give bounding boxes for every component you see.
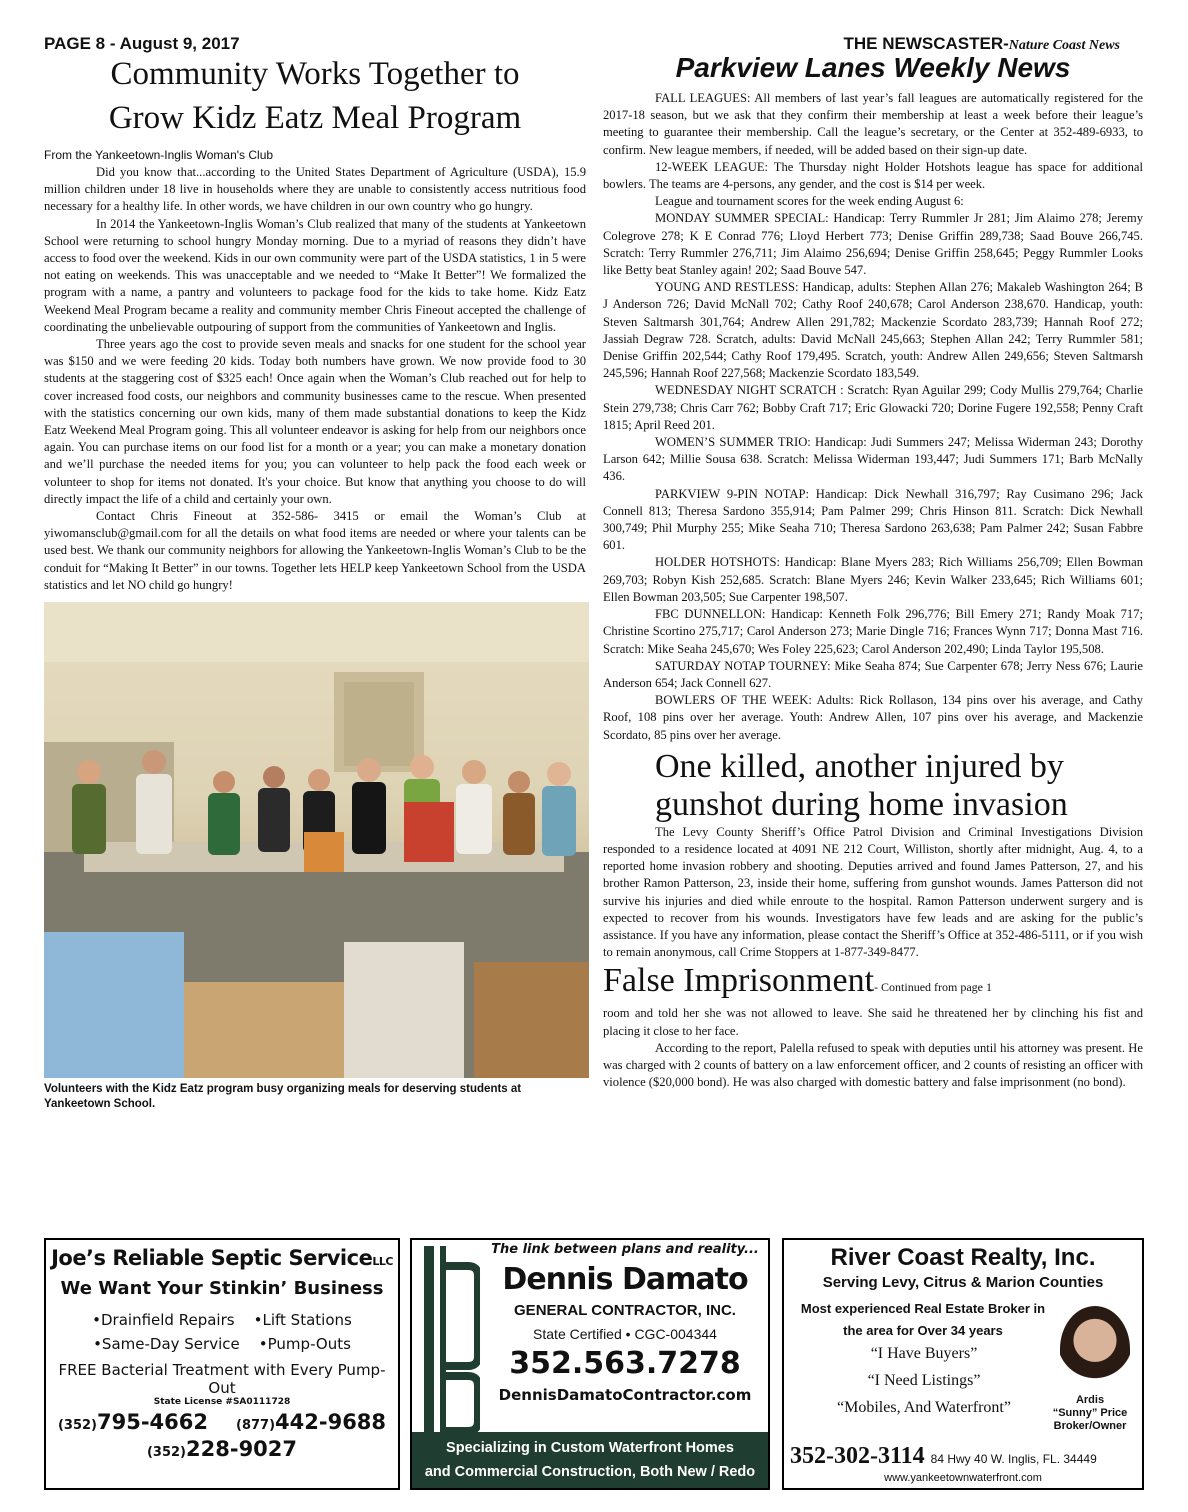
realty-address: 84 Hwy 40 W. Inglis, FL. 34449 bbox=[930, 1452, 1097, 1466]
headline-text: False Imprisonment bbox=[603, 962, 875, 1000]
service: •Pump-Outs bbox=[258, 1335, 351, 1353]
realty-contact bbox=[790, 1443, 1097, 1470]
band-line: Specializing in Custom Waterfront Homes bbox=[446, 1440, 734, 1456]
paragraph: According to the report, Palella refused to speak with deputies until his attorney was present. He was charged with 2 counts of battery on a law enforcement officer, and 2 counts of resisting an officer with violence ($20,000 bond). He was also charged with domestic battery and false imprisonment (no bond). bbox=[603, 1040, 1143, 1090]
broker-nickname: “Sunny” Price bbox=[1052, 1407, 1128, 1419]
paragraph: FALL LEAGUES: All members of last year’s fall leagues are automatically registered for the 2017-18 season, but we ask that they confirm their membership at least a week before their league’s meeting to guarantee their membership. Call the league’s secretary, or the Center at 352-489-6933, to confirm. New league members, if needed, will be added based on their sign-up date. bbox=[603, 91, 1143, 157]
paragraph: FBC DUNNELLON: Handicap: Kenneth Folk 296,776; Bill Emery 271; Randy Moak 717; Christine Scortino 275,717; Carol Anderson 273; Marie Dingle 716; Frances Wynn 717; Donna Mast 716. Scratch: Mike Seaha 245,670; Wes Foley 225,623; Carol Anderson 202,490; Linda Taylor 195,508. bbox=[603, 607, 1143, 656]
quote: “I Have Buyers” bbox=[870, 1345, 978, 1362]
paragraph: WEDNESDAY NIGHT SCRATCH : Scratch: Ryan Aguilar 299; Cody Mullis 279,764; Charlie Stein 279,738; Chris Carr 762; Bobby Craft 717; Eric Glowacki 720; Dorine Fugere 192,558; Penny Craft 1815; April Reed 201. bbox=[603, 383, 1143, 432]
parkview-headline: Parkview Lanes Weekly News bbox=[675, 52, 1071, 83]
septic-free-offer: FREE Bacterial Treatment with Every Pump-Out bbox=[58, 1361, 386, 1397]
headline-line: One killed, another injured by bbox=[655, 747, 1064, 785]
septic-name: Joe’s Reliable Septic Service bbox=[51, 1246, 373, 1270]
area-code: (877) bbox=[236, 1418, 276, 1433]
false-imprisonment-headline bbox=[603, 963, 1143, 1005]
paragraph: Did you know that...according to the United States Department of Agriculture (USDA), 15.9 million children under 18 live in households where they are unable to consistently access nutritious food necessary for a healthy life. In other words, we have children in our own country who go hungry. bbox=[44, 165, 586, 214]
septic-services-row bbox=[46, 1311, 398, 1329]
continued-note: - Continued from page 1 bbox=[874, 980, 993, 995]
band-line: and Commercial Construction, Both New / Redo bbox=[424, 1464, 756, 1480]
masthead-subtitle: Nature Coast News bbox=[1008, 38, 1120, 53]
paragraph: MONDAY SUMMER SPECIAL: Handicap: Terry Rummler Jr 281; Jim Alaimo 278; Jeremy Colegrove 278; K E Conrad 776; Lloyd Herbert 773; Denise Griffin 289,738; Saad Bouve 266,745. Scratch: Terry Rummler 276,711; Jim Alaimo 256,694; Denise Griffin 258,645; Peggy Rummler Looks like Betty beat Stanley again! 202; Saad Bouve 547. bbox=[603, 211, 1143, 278]
volunteers-photo bbox=[44, 602, 589, 1078]
false-imprisonment-body bbox=[603, 1005, 1143, 1091]
byline: From the Yankeetown-Inglis Woman's Club bbox=[44, 148, 274, 162]
photo-caption: Volunteers with the Kidz Eatz program busy organizing meals for deserving students at Yankeetown School. bbox=[44, 1083, 522, 1111]
damato-name: Dennis Damato bbox=[502, 1262, 748, 1297]
paragraph: PARKVIEW 9-PIN NOTAP: Handicap: Dick Newhall 316,797; Ray Cusimano 296; Jack Connell 813; Theresa Sardono 355,914; Pam Palmer 299; Chris Hinson 811. Scratch: Dick Newhall 300,749; Phil Murphy 255; Mike Seaha 710; Theresa Sardono 263,638; Pam Palmer 242; Susan Fabbre 601. bbox=[603, 486, 1143, 553]
kidz-eatz-article bbox=[44, 52, 586, 1112]
paragraph: BOWLERS OF THE WEEK: Adults: Rick Rollason, 134 pins over his average, and Cathy Roof, 108 pins over her average. Youth: Andrew Allen, 107 pins over his average, and Mackenzie Scordato, 85 pins over her average. bbox=[603, 693, 1143, 742]
realty-name: River Coast Realty, Inc. bbox=[830, 1244, 1096, 1271]
headline-line: Community Works Together to bbox=[110, 56, 520, 92]
damato-company: GENERAL CONTRACTOR, INC. bbox=[514, 1302, 736, 1319]
paragraph: Contact Chris Fineout at 352-586- 3415 or email the Woman’s Club at yiwomansclub@gmail.com for all the details on what food items are needed or where your talents can be used best. We thank our community neighbors for allowing the Yankeetown-Inglis Woman’s Club to be the conduit for “Making It Better” in our towns. Together lets HELP keep Yankeetown School from the USDA statistics and let NO child go hungry! bbox=[44, 509, 586, 592]
paragraph: SATURDAY NOTAP TOURNEY: Mike Seaha 874; Sue Carpenter 678; Jerry Ness 676; Laurie Anderson 654; Jack Connell 627. bbox=[603, 658, 1143, 690]
service: •Lift Stations bbox=[253, 1311, 352, 1329]
septic-title bbox=[46, 1246, 398, 1270]
shooting-body bbox=[603, 824, 1143, 962]
broker-portrait bbox=[1060, 1306, 1130, 1392]
headline-line: gunshot during home invasion bbox=[655, 785, 1068, 823]
septic-slogan: We Want Your Stinkin’ Business bbox=[60, 1278, 384, 1299]
paragraph: WOMEN’S SUMMER TRIO: Handicap: Judi Summers 247; Melissa Widerman 243; Dorothy Larson 642; Millie Sousa 638. Scratch: Melissa Widerman 193,447; Judi Summers 171; Barb McNally 436. bbox=[603, 435, 1143, 484]
phone-number: 795-4662 bbox=[97, 1410, 208, 1434]
shooting-headline bbox=[603, 748, 1143, 824]
paragraph: League and tournament scores for the week ending August 6: bbox=[655, 194, 964, 209]
service: •Same-Day Service bbox=[93, 1335, 240, 1353]
realty-experience bbox=[790, 1298, 1056, 1342]
damato-phone: 352.563.7278 bbox=[509, 1346, 741, 1381]
phone-number: 442-9688 bbox=[275, 1410, 387, 1434]
area-code: (352) bbox=[146, 1445, 187, 1460]
area-code: (352) bbox=[57, 1418, 97, 1433]
septic-license: State License #SA0111728 bbox=[153, 1397, 291, 1407]
broker-name bbox=[1042, 1394, 1138, 1433]
septic-ad bbox=[44, 1238, 400, 1490]
ads-row bbox=[44, 1238, 1144, 1490]
paragraph: 12-WEEK LEAGUE: The Thursday night Holder Hotshots league has space for additional bowlers. The teams are 4-persons, any gender, and the cost is $14 per week. bbox=[603, 159, 1143, 192]
article-body bbox=[44, 164, 586, 594]
damato-ad bbox=[410, 1238, 770, 1490]
experience-line: the area for Over 34 years bbox=[843, 1323, 1003, 1338]
page-number-date: PAGE 8 - August 9, 2017 bbox=[44, 34, 240, 53]
septic-llc: LLC bbox=[372, 1255, 393, 1268]
headline-line: Grow Kidz Eatz Meal Program bbox=[108, 100, 522, 136]
paragraph: Three years ago the cost to provide seven meals and snacks for one student for the school year was $150 and we were feeding 20 kids. Today both numbers have grown. We now provide food to 30 students at the staggering cost of $325 each! Once again when the Woman’s Club reached out for help to cover increased food costs, our neighbors and community businesses came to the rescue. When presented with the statistics concerning our own kids, many of them made substantial donations to keep the Kidz Eatz Weekend Meal Program going. This all volunteer endeavor is asking for help from our neighbors once again. You can purchase items on our food list for a month or a year; you can make a monetary donation and we’ll purchase the needed items for you; you can volunteer to help pack the food each week or volunteer to shop for items not donated. It's your choice. But know that anything you choose to do will directly impact the life of a child and certainly your own. bbox=[44, 337, 586, 506]
phone-number: 228-9027 bbox=[186, 1437, 298, 1461]
experience-line: Most experienced Real Estate Broker in bbox=[800, 1301, 1046, 1316]
paragraph: room and told her she was not allowed to leave. She said he threatened her by clinching his fist and placing it close to her face. bbox=[603, 1006, 1143, 1038]
septic-phone-3 bbox=[46, 1437, 398, 1461]
broker-first-name: Ardis bbox=[1075, 1394, 1105, 1406]
paragraph: YOUNG AND RESTLESS: Handicap, adults: Stephen Allan 276; Makaleb Washington 264; B J Anderson 726; David McNall 702; Cathy Roof 240,678; Carol Anderson 238,670. Handicap, youth: Steven Saltmarsh 301,764; Andrew Allen 291,782; Mackenzie Scordato 283,739; Hannah Roof 272; Jassiah Degraw 728. Scratch, adults: David McNall 245,663; Stephen Allan 242; Terry Rummler 581; Denise Griffin 202,544; Cathy Roof 179,495. Scratch, youth: Andrew Allen 249,656; Steven Saltmarsh 245,596; Hannah Roof 227,568; Mackenzie Scordato 183,549. bbox=[603, 280, 1143, 381]
septic-phones bbox=[46, 1410, 398, 1434]
damato-logo-icon bbox=[418, 1246, 480, 1436]
kidz-eatz-headline bbox=[44, 52, 586, 140]
paragraph: In 2014 the Yankeetown-Inglis Woman’s Club realized that many of the students at Yankeetown School were returning to school hungry Monday morning. Due to a myriad of reasons they didn’t have access to food over the weekend. Kids in our own community were part of the USDA statistics, 1 in 5 were not eating on weekends. This was unacceptable and we needed to “Make It Better”! We formalized the program with a name, a pantry and volunteers to package food for the kids to take home. Kidz Eatz Weekend Meal Program became a reality and community member Chris Fineout accepted the challenge of coordinating the unbelievable outpouring of support from the communities of Yankeetown and Inglis. bbox=[44, 216, 586, 334]
broker-title: Broker/Owner bbox=[1053, 1420, 1127, 1432]
parkview-body bbox=[603, 90, 1143, 744]
realty-ad bbox=[782, 1238, 1144, 1490]
right-column bbox=[603, 52, 1143, 1091]
quote: “I Need Listings” bbox=[867, 1372, 981, 1389]
realty-quotes bbox=[804, 1340, 1044, 1421]
masthead bbox=[843, 34, 1120, 54]
realty-url: www.yankeetownwaterfront.com bbox=[884, 1472, 1042, 1484]
masthead-title: THE NEWSCASTER- bbox=[843, 34, 1009, 53]
damato-specialty-band bbox=[412, 1432, 768, 1488]
realty-phone: 352-302-3114 bbox=[790, 1443, 925, 1469]
paragraph: The Levy County Sheriff’s Office Patrol Division and Criminal Investigations Division responded to a residence located at 4091 NE 212 Court, Williston, shortly after midnight, Aug. 4, to a reported home invasion robbery and shooting. Deputies arrived and found James Patterson, 27, and his brother Ramon Patterson, 23, inside their home, suffering from gunshot wounds. James Patterson did not survive his injuries and died while enroute to the hospital. Ramon Patterson underwent surgery and is expected to recover from his wounds. Investigators have few leads and are asking for the public’s assistance. If you have any information, please contact the Sheriff’s Office at 352-486-5111, or if you wish to remain anonymous, call Crime Stoppers at 1-877-349-8477. bbox=[603, 824, 1143, 960]
damato-website: DennisDamatoContractor.com bbox=[498, 1386, 752, 1404]
septic-services-row bbox=[46, 1335, 398, 1353]
quote: “Mobiles, And Waterfront” bbox=[837, 1399, 1011, 1416]
realty-serving: Serving Levy, Citrus & Marion Counties bbox=[822, 1274, 1104, 1291]
damato-certification: State Certified • CGC-004344 bbox=[533, 1326, 717, 1342]
service: •Drainfield Repairs bbox=[92, 1311, 235, 1329]
paragraph: HOLDER HOTSHOTS: Handicap: Blane Myers 283; Rich Williams 256,709; Ellen Bowman 269,703; Robyn Kish 252,685. Scratch: Blane Myers 246; Kevin Walker 233,645; Rich Williams 601; Ellen Bowman 203,505; Sue Carpenter 198,507. bbox=[603, 555, 1143, 604]
damato-tagline: The link between plans and reality... bbox=[491, 1242, 759, 1257]
